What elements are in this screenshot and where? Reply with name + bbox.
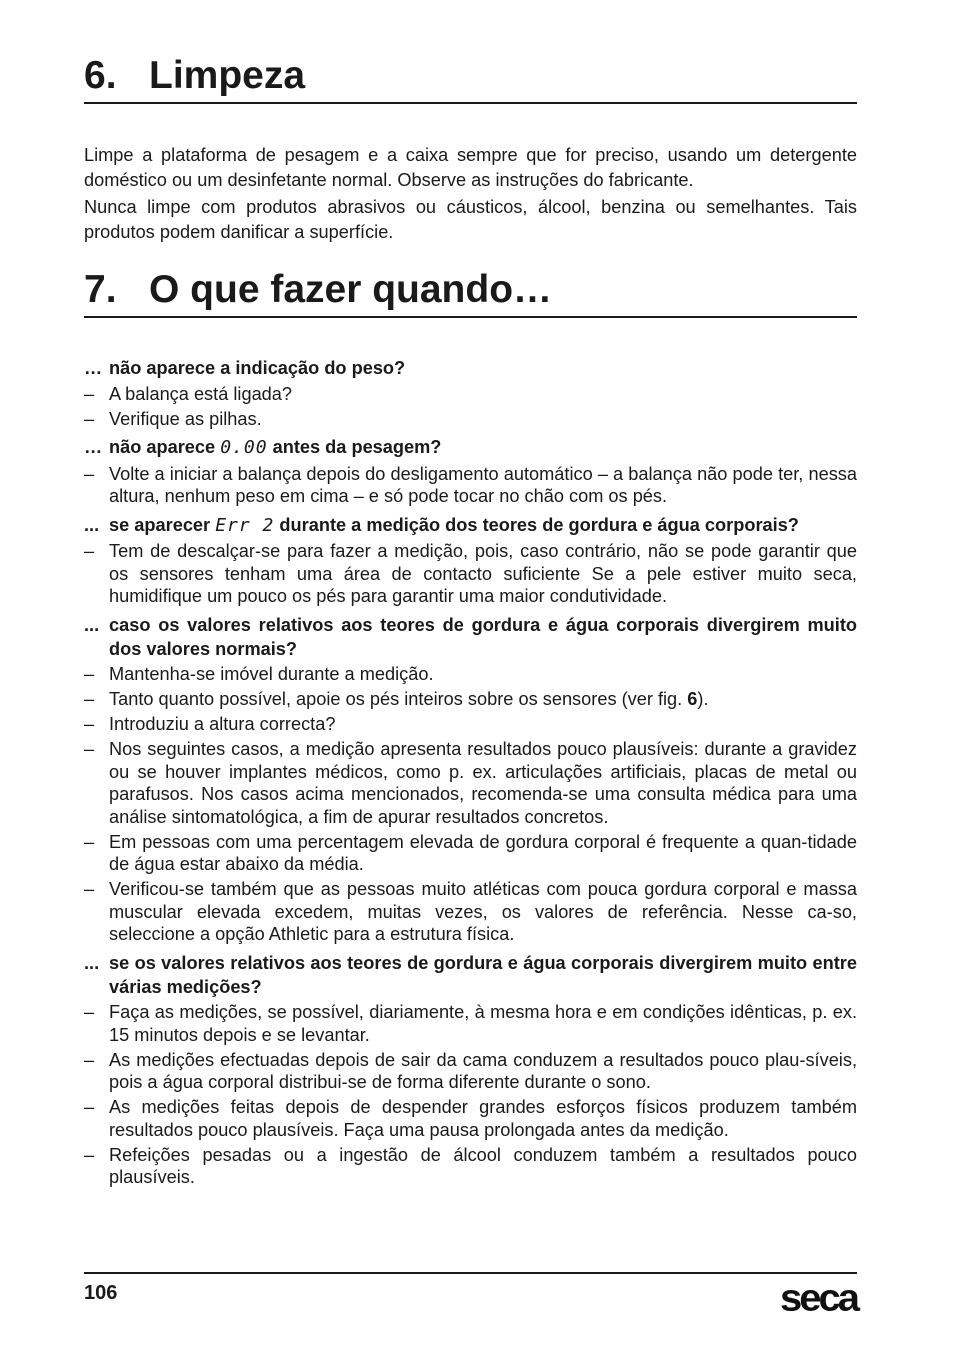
- dash-bullet: –: [84, 739, 95, 759]
- list-item: [84, 688, 857, 711]
- display-code: Err 2: [215, 514, 275, 536]
- section-number: 7.: [84, 268, 117, 311]
- list-item: [84, 1001, 857, 1046]
- dash-bullet: –: [84, 1097, 95, 1117]
- question-lead: ...: [84, 952, 100, 973]
- figure-reference: 6: [687, 689, 698, 709]
- question-lead: …: [84, 437, 103, 457]
- list-item: [84, 1096, 857, 1141]
- list-item: [84, 831, 857, 876]
- question-text: durante a medição dos teores de gordura e água corporais?: [274, 514, 799, 535]
- question-lead: …: [84, 358, 103, 378]
- question: [84, 951, 857, 999]
- dash-bullet: –: [84, 1002, 95, 1022]
- dash-bullet: –: [84, 1049, 95, 1070]
- dash-bullet: –: [84, 664, 95, 684]
- list-item-text: A balança está ligada?: [109, 383, 293, 404]
- section-title: Limpeza: [149, 54, 306, 97]
- list-item: [84, 663, 857, 686]
- question-text: se os valores relativos aos teores de gordura e água corporais divergirem muito entre várias medições?: [109, 952, 857, 997]
- dash-bullet: –: [84, 383, 95, 404]
- dash-bullet: –: [84, 831, 95, 852]
- list-item: [84, 878, 857, 946]
- question-text: não aparece a indicação do peso?: [109, 358, 406, 378]
- question: [84, 613, 857, 661]
- list-item-text: Nos seguintes casos, a medição apresenta resultados pouco plausíveis: durante a gravidez ou se houver implantes médicos, como p. ex. articulações artificiais, placas de metal ou parafusos. Nos casos acima mencionados, recomenda-se uma consulta médica para uma análise sintomatológica, a fim de apurar resultados concretos.: [109, 739, 857, 827]
- seca-logo: seca: [780, 1277, 857, 1319]
- list-item-text: Volte a iniciar a balança depois do desligamento automático – a balança não pode ter, nessa altura, nenhum peso em cima – e só pode tocar no chão com os pés.: [109, 463, 857, 506]
- list-item: [84, 713, 857, 736]
- list-item: [84, 408, 857, 431]
- dash-bullet: –: [84, 408, 95, 429]
- list-item-text: Introduziu a altura correcta?: [109, 714, 336, 734]
- list-item-text: ).: [697, 689, 709, 709]
- dash-bullet: –: [84, 689, 95, 709]
- dash-bullet: –: [84, 1144, 95, 1165]
- section-title: O que fazer quando…: [149, 268, 553, 311]
- question-text: não aparece: [109, 437, 221, 457]
- page-number: 106: [84, 1282, 118, 1304]
- list-item-text: Tem de descalçar-se para fazer a medição, pois, caso contrário, não se pode garantir que os sensores tenham uma área de contacto suficiente Se a pele estiver muito seca, humidifique um pouco os pés para garantir uma maior condutividade.: [109, 541, 857, 606]
- question-text: antes da pesagem?: [267, 437, 442, 457]
- list-item: [84, 463, 857, 508]
- dash-bullet: –: [84, 879, 95, 899]
- list-item-text: Refeições pesadas ou a ingestão de álcool conduzem também a resultados pouco plausíveis.: [109, 1144, 857, 1187]
- list-item-text: Em pessoas com uma percentagem elevada de gordura corporal é frequente a quan-tidade de água estar abaixo da média.: [109, 831, 857, 874]
- section-number: 6.: [84, 54, 117, 97]
- question-text: se aparecer: [109, 514, 216, 535]
- list-item-text: Mantenha-se imóvel durante a medição.: [109, 664, 434, 684]
- troubleshooting-list: [84, 356, 857, 1189]
- display-code: 0.00: [220, 437, 268, 458]
- paragraph: Limpe a plataforma de pesagem e a caixa sempre que for preciso, usando um detergente doméstico ou um desinfetante normal. Observe as instruções do fabricante.: [84, 145, 857, 190]
- list-item: [84, 1144, 857, 1189]
- list-item-text: Verificou-se também que as pessoas muito atléticas com pouca gordura corporal e massa muscular elevada excedem, muitas vezes, os valores de referência. Nesse ca-so, seleccione a opção Athletic para a estrutura física.: [109, 879, 857, 944]
- list-item: [84, 540, 857, 608]
- list-item: [84, 383, 857, 406]
- list-item-text: As medições efectuadas depois de sair da cama conduzem a resultados pouco plau-síveis, pois a água corporal distribui-se de forma diferente durante o sono.: [109, 1049, 857, 1092]
- question-lead: ...: [84, 514, 100, 535]
- footer-divider: [84, 1272, 857, 1274]
- list-item-text: Verifique as pilhas.: [109, 408, 262, 429]
- dash-bullet: –: [84, 541, 95, 561]
- question: [84, 435, 857, 460]
- dash-bullet: –: [84, 714, 95, 734]
- paragraph: Nunca limpe com produtos abrasivos ou cáusticos, álcool, benzina ou semelhantes. Tais produtos podem danificar a superfície.: [84, 197, 857, 242]
- section-6-heading: [84, 54, 857, 104]
- section-7-heading: [84, 268, 857, 318]
- list-item: [84, 1049, 857, 1094]
- question-text: caso os valores relativos aos teores de gordura e água corporais divergirem muito dos valores normais?: [109, 614, 857, 659]
- list-item-text: Tanto quanto possível, apoie os pés inteiros sobre os sensores (ver fig.: [109, 689, 688, 709]
- list-item-text: Faça as medições, se possível, diariamente, à mesma hora e em condições idênticas, p. ex. 15 minutos depois e se levantar.: [109, 1002, 857, 1045]
- question: [84, 513, 857, 538]
- list-item: [84, 738, 857, 828]
- dash-bullet: –: [84, 463, 95, 484]
- list-item-text: As medições feitas depois de despender grandes esforços físicos produzem também resultados pouco plausíveis. Faça uma pausa prolongada antes da medição.: [109, 1097, 857, 1140]
- question-lead: ...: [84, 614, 100, 635]
- question: [84, 356, 857, 380]
